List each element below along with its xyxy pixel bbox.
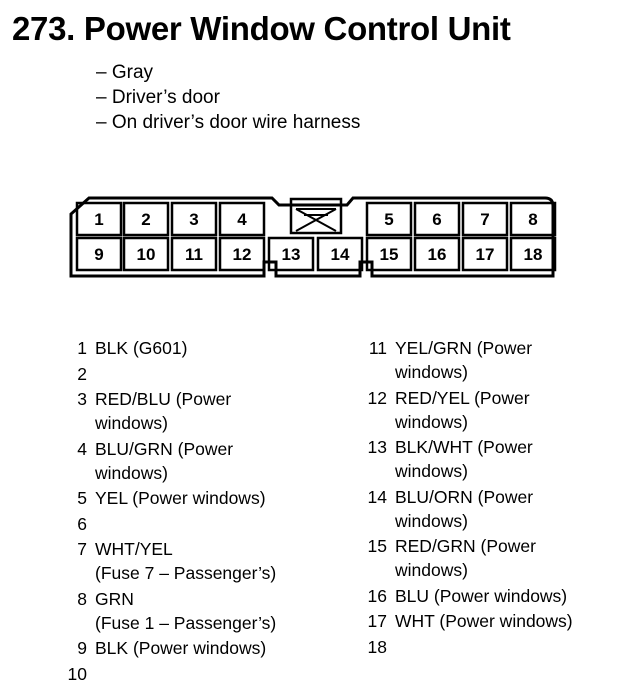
pin-entry	[362, 635, 624, 659]
pin-number: 5	[77, 488, 87, 508]
location-note: – Driver’s door	[96, 87, 220, 108]
pin-description: BLU/GRN (Power windows)	[95, 438, 234, 483]
pin-number: 9	[77, 638, 87, 658]
pin-entry	[362, 485, 624, 533]
pin-description: BLK (Power windows)	[95, 638, 267, 658]
pin-list-left	[62, 336, 325, 687]
pin-entry	[62, 387, 325, 435]
pin-number: 4	[77, 438, 87, 459]
bottom-pin-cell	[172, 238, 216, 270]
pin-number: 15	[367, 536, 387, 556]
pin-number: 13	[367, 437, 387, 457]
pin-description: YEL/GRN (Power windows)	[395, 338, 533, 382]
pin-number: 10	[67, 663, 87, 684]
pin-description: GRN	[95, 588, 134, 609]
bottom-pin-cell	[318, 238, 362, 270]
top-pin-cell	[415, 203, 459, 235]
pin-number: 16	[367, 585, 387, 606]
pin-note: (Fuse 1 – Passenger’s)	[95, 612, 277, 633]
pin-list-right	[362, 336, 624, 660]
pin-entry	[62, 537, 325, 585]
pin-number: 3	[77, 389, 87, 409]
pin-description: RED/YEL (Power windows)	[395, 387, 530, 432]
pin-number: 18	[367, 636, 387, 657]
pin-note: (Fuse 7 – Passenger’s)	[95, 563, 277, 583]
pin-description: BLK (G601)	[95, 338, 188, 358]
bottom-pin-cell	[367, 238, 411, 270]
top-pin-cell	[77, 203, 121, 235]
top-pin-cell	[463, 203, 507, 235]
pin-description	[95, 662, 263, 686]
pin-entry	[362, 435, 624, 483]
bottom-pin-cell	[511, 238, 555, 270]
bottom-pin-label: 11	[185, 245, 203, 264]
pin-number: 7	[77, 539, 87, 559]
connector-description	[96, 60, 360, 135]
pin-description	[395, 635, 624, 659]
pin-number: 2	[77, 363, 87, 384]
bottom-pin-label: 17	[475, 245, 495, 264]
bottom-pin-label: 16	[427, 245, 447, 264]
bottom-pin-label: 15	[379, 245, 399, 264]
bottom-pin-cell	[124, 238, 168, 270]
pin-description	[95, 512, 263, 536]
top-pin-cell	[124, 203, 168, 235]
connector-housing	[71, 198, 553, 276]
pin-entry	[62, 362, 325, 386]
pin-entry	[62, 336, 325, 360]
top-pin-label: 7	[480, 210, 490, 229]
pin-entry	[62, 486, 325, 510]
top-pin-label: 3	[189, 210, 199, 229]
top-pin-label: 4	[237, 210, 247, 229]
pin-description: RED/BLU (Power windows)	[95, 389, 232, 433]
pin-description	[95, 362, 263, 386]
top-pin-label: 2	[141, 210, 151, 229]
pin-number: 12	[367, 387, 387, 408]
bottom-pin-cell	[415, 238, 459, 270]
bottom-pin-cell	[463, 238, 507, 270]
latch-mark	[296, 209, 336, 231]
bottom-pin-label: 14	[330, 245, 350, 264]
pin-entry	[362, 584, 624, 608]
bottom-pin-cell	[77, 238, 121, 270]
top-pin-cell	[172, 203, 216, 235]
pin-number: 17	[367, 611, 387, 631]
bottom-pin-cell	[269, 238, 313, 270]
top-pin-cell	[367, 203, 411, 235]
pin-entry	[62, 437, 325, 485]
latch-icon	[291, 199, 341, 233]
pin-description: RED/GRN (Power windows)	[395, 536, 536, 580]
top-pin-label: 6	[432, 210, 442, 229]
pin-entry	[362, 386, 624, 434]
page-title: 273. Power Window Control Unit	[12, 10, 511, 47]
pin-entry	[62, 636, 325, 660]
pin-description: BLU/ORN (Power windows)	[395, 486, 534, 531]
pin-entry	[362, 534, 624, 582]
pin-description: BLK/WHT (Power windows)	[395, 437, 533, 481]
pin-number: 8	[77, 588, 87, 609]
bottom-pin-label: 10	[136, 245, 156, 264]
pin-entry	[62, 587, 325, 635]
top-pin-label: 1	[94, 210, 104, 229]
pin-entry	[62, 662, 325, 686]
pin-description: BLU (Power windows)	[395, 585, 568, 606]
top-pin-label: 5	[384, 210, 394, 229]
bottom-pin-label: 9	[94, 245, 104, 264]
bottom-pin-label: 13	[281, 245, 301, 264]
pin-description: WHT (Power windows)	[395, 611, 573, 631]
color-note: – Gray	[96, 62, 154, 83]
pin-number: 1	[77, 338, 87, 358]
top-pin-label: 8	[528, 210, 538, 229]
pin-entry	[362, 336, 624, 384]
pin-entry	[362, 609, 624, 633]
top-pin-cell	[511, 203, 555, 235]
pin-number: 14	[367, 486, 387, 507]
pin-entry	[62, 512, 325, 536]
harness-note: – On driver’s door wire harness	[96, 112, 361, 133]
bottom-pin-label: 12	[232, 245, 252, 264]
pin-number: 6	[77, 513, 87, 534]
pin-number: 11	[368, 338, 387, 358]
bottom-pin-cell	[220, 238, 264, 270]
pin-description: WHT/YEL	[95, 539, 173, 559]
pin-description: YEL (Power windows)	[95, 488, 266, 508]
top-pin-cell	[220, 203, 264, 235]
bottom-pin-label: 18	[523, 245, 543, 264]
